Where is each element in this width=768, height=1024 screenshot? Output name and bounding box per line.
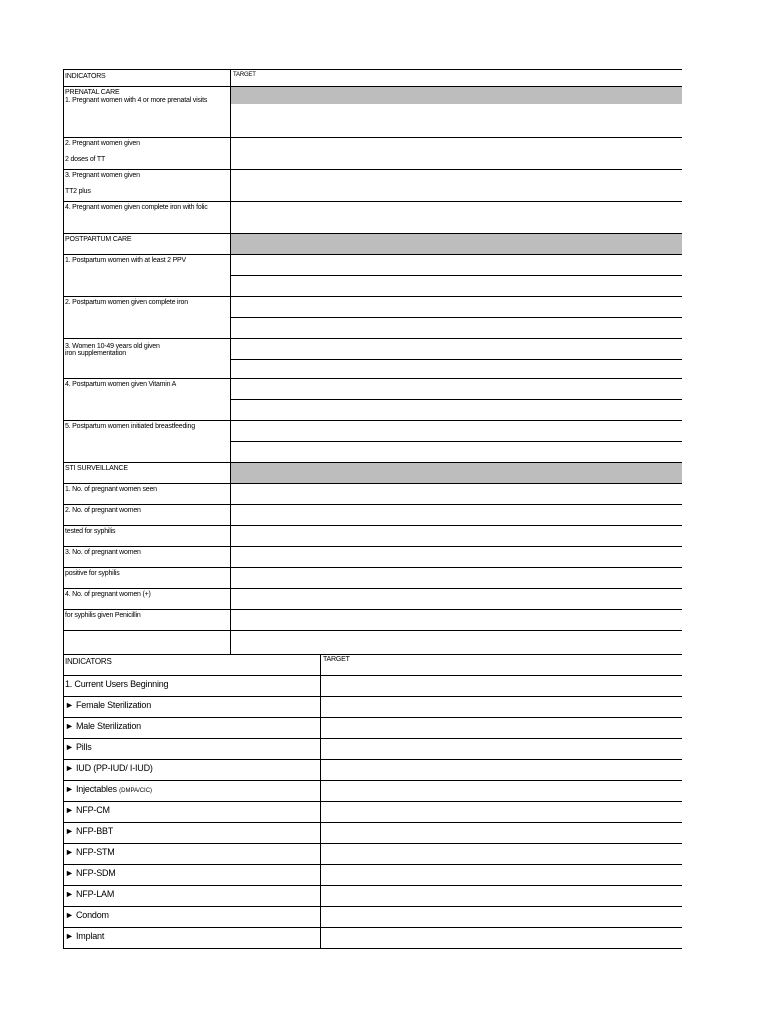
indicator-label: TT2 plus	[65, 188, 91, 195]
sub-line	[231, 399, 682, 400]
indicator-label: for syphilis given Penicillin	[65, 612, 141, 619]
fp-row	[63, 717, 682, 738]
indicator-label: 4. Postpartum women given Vitamin A	[65, 381, 177, 388]
fp-row	[63, 675, 682, 696]
prenatal-row-4	[63, 201, 682, 233]
section-title-postpartum: POSTPARTUM CARE	[65, 236, 132, 243]
indicator-label: ► Male Sterilization	[65, 721, 141, 731]
indicator-label: 1. Current Users Beginning	[65, 679, 169, 689]
header-target: TARGET	[233, 72, 256, 78]
fp-row	[63, 927, 682, 948]
sub-line	[231, 441, 682, 442]
indicator-label: ► Implant	[65, 931, 105, 941]
indicator-label: ► Condom	[65, 910, 109, 920]
indicator-label: ► Female Sterilization	[65, 700, 152, 710]
fp-row	[63, 885, 682, 906]
table-bottom-border	[63, 948, 682, 949]
indicator-label: 3. Women 10-49 years old given	[65, 343, 160, 350]
sub-line	[231, 275, 682, 276]
sti-title-row	[63, 462, 682, 483]
sti-row	[63, 567, 682, 588]
postpartum-row-1	[63, 254, 682, 296]
fp-row	[63, 822, 682, 843]
sti-row	[63, 525, 682, 546]
fp-row	[63, 780, 682, 801]
section-shade	[231, 234, 682, 254]
postpartum-row-5	[63, 420, 682, 462]
sti-row-empty	[63, 630, 682, 651]
indicator-label: 4. Pregnant women given complete iron with folic	[65, 204, 208, 211]
header-target: TARGET	[323, 656, 350, 663]
postpartum-row-4	[63, 378, 682, 420]
indicator-label: positive for syphilis	[65, 570, 120, 577]
indicator-label: ► IUD (PP-IUD/ I-IUD)	[65, 763, 153, 773]
injectables-text: ► Injectables	[65, 784, 117, 794]
indicator-label: ► NFP-LAM	[65, 889, 115, 899]
indicator-label: 1. Postpartum women with at least 2 PPV	[65, 257, 186, 264]
indicator-label-injectables	[63, 781, 152, 794]
prenatal-row-1	[63, 86, 682, 137]
fp-table	[63, 654, 682, 949]
fp-row	[63, 696, 682, 717]
indicator-label: 1. Pregnant women with 4 or more prenatal visits	[65, 97, 208, 104]
sub-line	[231, 359, 682, 360]
fp-row	[63, 801, 682, 822]
report-sheet	[63, 69, 682, 949]
indicator-label: 4. No. of pregnant women (+)	[65, 591, 151, 598]
section-title-sti: STI SURVEILLANCE	[65, 465, 128, 472]
indicator-label: tested for syphilis	[65, 528, 116, 535]
indicator-label: ► NFP-CM	[65, 805, 110, 815]
indicator-label: ► Pills	[65, 742, 92, 752]
indicator-label: 1. No. of pregnant women seen	[65, 486, 157, 493]
table-header-row	[63, 69, 682, 86]
mch-table	[63, 69, 682, 654]
section-shade	[231, 87, 682, 104]
indicator-label: 3. Pregnant women given	[65, 172, 140, 179]
indicator-label: 5. Postpartum women initiated breastfeeding	[65, 423, 195, 430]
fp-row	[63, 759, 682, 780]
prenatal-row-3	[63, 169, 682, 201]
indicator-label: iron supplementation	[65, 350, 126, 357]
indicator-label: ► NFP-SDM	[65, 868, 116, 878]
section-title-prenatal: PRENATAL CARE	[65, 89, 120, 96]
fp-row	[63, 864, 682, 885]
indicator-label: ► NFP-STM	[65, 847, 115, 857]
section-shade	[231, 463, 682, 483]
postpartum-row-3	[63, 338, 682, 378]
fp-row	[63, 843, 682, 864]
postpartum-row-2	[63, 296, 682, 338]
fp-row	[63, 738, 682, 759]
indicator-label: 2. No. of pregnant women	[65, 507, 141, 514]
fp-row	[63, 906, 682, 927]
sub-line	[231, 317, 682, 318]
indicator-label: 2. Postpartum women given complete iron	[65, 299, 188, 306]
injectables-note: (DMPA/CIC)	[119, 788, 153, 794]
fp-header-row	[63, 654, 682, 675]
sti-row	[63, 504, 682, 525]
sti-row	[63, 546, 682, 567]
indicator-label: 3. No. of pregnant women	[65, 549, 141, 556]
sti-row	[63, 609, 682, 630]
sti-row	[63, 483, 682, 504]
prenatal-row-2	[63, 137, 682, 169]
header-indicators: INDICATORS	[65, 657, 112, 666]
postpartum-title-row	[63, 233, 682, 254]
sti-row	[63, 588, 682, 609]
indicator-label: 2 doses of TT	[65, 156, 106, 163]
indicator-label: ► NFP-BBT	[65, 826, 114, 836]
header-indicators: INDICATORS	[65, 73, 106, 80]
indicator-label: 2. Pregnant women given	[65, 140, 140, 147]
